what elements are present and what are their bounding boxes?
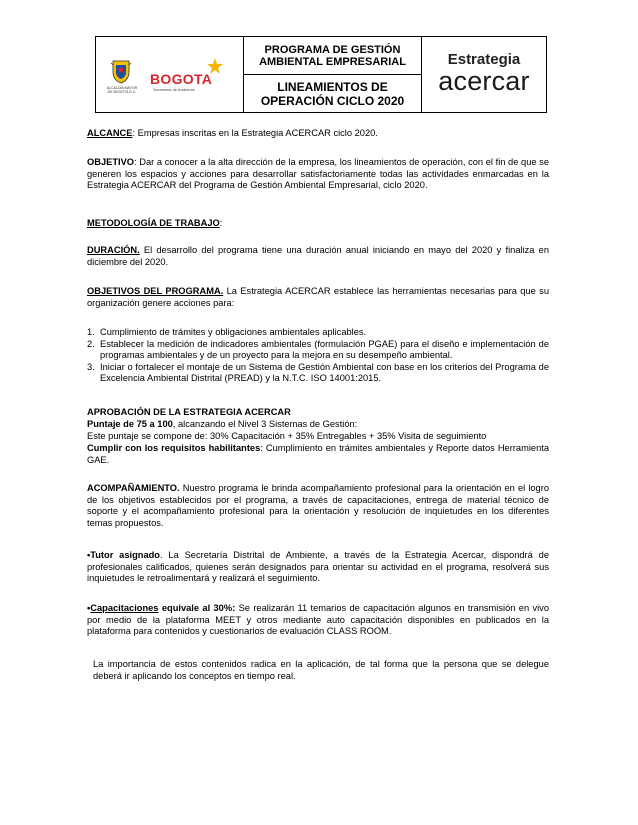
metodologia-suffix: : bbox=[219, 218, 223, 228]
metodologia-label: METODOLOGÍA DE TRABAJO bbox=[87, 218, 220, 228]
duracion-text: El desarrollo del programa tiene una duración anual iniciando en mayo del 2020 y finaliza en diciembre del 2020. bbox=[87, 245, 549, 267]
document-title bbox=[244, 75, 421, 112]
alcaldia-text: ALCALDÍA MAYOR DE BOGOTÁ D.C. bbox=[106, 86, 138, 94]
objetivo-paragraph bbox=[87, 157, 549, 192]
logo-cell bbox=[96, 37, 244, 112]
importancia-text: La importancia de estos contenidos radica en la aplicación, de tal forma que la persona que se delegue deberá ir aplicando los conceptos en tiempo real. bbox=[93, 659, 549, 681]
cumplir-paragraph bbox=[87, 443, 549, 466]
acompanamiento-paragraph bbox=[87, 483, 549, 529]
list-item bbox=[87, 339, 549, 362]
compone-text: Este puntaje se compone de: 30% Capacitación + 35% Entregables + 35% Visita de seguimiento bbox=[87, 431, 487, 441]
alcance-label: ALCANCE bbox=[87, 128, 133, 138]
bogota-logo: BOGOTA bbox=[150, 71, 213, 87]
cumplir-label: Cumplir con los requisitos habilitantes bbox=[87, 443, 261, 453]
objetivos-programa-text: La Estrategia ACERCAR establece las herramientas necesarias para que su organización genere acciones para: bbox=[87, 286, 550, 308]
metodologia-heading bbox=[87, 218, 549, 230]
brand-logo: acercar bbox=[438, 65, 530, 96]
objectives-list bbox=[87, 327, 549, 385]
list-number: 2. bbox=[87, 338, 95, 349]
list-text: Iniciar o fortalecer el montaje de un Sistema de Gestión Ambiental con base en los criterios del Programa de Excelencia Ambiental Distrital (PREAD) y la N.T.C. ISO 14001:2015. bbox=[100, 361, 549, 384]
capacitaciones-text: Se realizarán 11 temarios de capacitación algunos en transmisión en vivo por medio de la plataforma MEET y otros mediante auto capacitación disponibles en publicados en la plataforma para contenidos y cuestionarios de evaluación CLASS ROOM. bbox=[87, 603, 549, 637]
importancia-paragraph bbox=[93, 659, 549, 682]
star-icon bbox=[206, 57, 224, 75]
doc-line-1: LINEAMIENTOS DE bbox=[277, 79, 388, 94]
objetivos-programa-paragraph bbox=[87, 286, 549, 309]
alcance-text: : Empresas inscritas en la Estrategia ACERCAR ciclo 2020. bbox=[132, 128, 378, 138]
list-text: Establecer la medición de indicadores ambientales (formulación PGAE) para el diseño e implementación de programas ambientales y de un proyecto para la mejora en su desempeño ambiental. bbox=[100, 338, 549, 361]
acompanamiento-text: Nuestro programa le brinda acompañamiento profesional para la orientación en el logro de los objetivos establecidos por el programa, a través de capacitaciones, entrega de material técnico de soporte y el acompañamiento profesional para la orientación y resolución de inquietudes en los diferentes temas propuestos. bbox=[87, 483, 549, 528]
list-number: 1. bbox=[87, 327, 95, 337]
objetivos-programa-label: OBJETIVOS DEL PROGRAMA. bbox=[87, 286, 224, 296]
list-item bbox=[87, 327, 549, 339]
tutor-label: Tutor asignado bbox=[90, 550, 160, 560]
capacitaciones-label: Capacitaciones bbox=[90, 603, 159, 613]
acompanamiento-label: ACOMPAÑAMIENTO. bbox=[87, 483, 180, 493]
document-header bbox=[95, 36, 547, 113]
list-text: Cumplimiento de trámites y obligaciones ambientales aplicables. bbox=[100, 327, 367, 337]
puntaje-label: Puntaje de 75 a 100 bbox=[87, 419, 173, 429]
program-line-2: AMBIENTAL EMPRESARIAL bbox=[259, 55, 406, 68]
bogota-subtitle: Secretaría de Ambiente bbox=[153, 87, 195, 92]
list-item bbox=[87, 362, 549, 385]
brand-top: Estrategia bbox=[447, 50, 521, 68]
bullet-icon: • bbox=[87, 603, 91, 613]
list-number: 3. bbox=[87, 361, 95, 372]
doc-line-2: OPERACIÓN CICLO 2020 bbox=[260, 93, 405, 108]
capacitaciones-bullet bbox=[87, 603, 549, 638]
puntaje-text: , alcanzando el Nivel 3 Sistemas de Gestión: bbox=[172, 419, 358, 429]
cumplir-text: : Cumplimiento en trámites ambientales y Reporte datos Herramienta GAE. bbox=[87, 443, 549, 465]
objetivo-label: OBJETIVO bbox=[87, 157, 135, 167]
duracion-label: DURACIÓN. bbox=[87, 245, 140, 255]
program-title bbox=[244, 37, 421, 75]
brand-cell bbox=[422, 37, 546, 112]
coat-of-arms-icon bbox=[110, 59, 132, 85]
duracion-paragraph bbox=[87, 245, 549, 268]
objetivo-text: : Dar a conocer a la alta dirección de la empresa, los lineamientos de operación, con el fin de que se generen los espacios y acciones para desarrollar satisfactoriamente todas las actividades enmarcadas en la Estrategia ACERCAR del Programa de Gestión Ambiental Empresarial, ciclo 2020. bbox=[87, 157, 549, 191]
logos bbox=[106, 55, 236, 99]
program-line-1: PROGRAMA DE GESTIÓN bbox=[264, 43, 401, 56]
title-cell bbox=[244, 37, 422, 112]
tutor-bullet bbox=[87, 550, 549, 585]
bullet-icon: • bbox=[87, 550, 91, 560]
alcance-paragraph bbox=[87, 128, 549, 140]
compone-line bbox=[87, 431, 549, 443]
capacitaciones-label-2: equivale al 30%: bbox=[158, 603, 236, 613]
aprobacion-title bbox=[87, 407, 549, 419]
puntaje-line bbox=[87, 419, 549, 431]
tutor-text: . La Secretaría Distrital de Ambiente, a través de la Estrategia Acercar, dispondrá de profesionales calificados, quienes serán designados para orientar su actividad en el programa, resolverá sus inquietudes le retroalimentará y realizará el seguimiento. bbox=[87, 550, 549, 584]
aprobacion-title-text: APROBACIÓN DE LA ESTRATEGIA ACERCAR bbox=[87, 407, 291, 417]
